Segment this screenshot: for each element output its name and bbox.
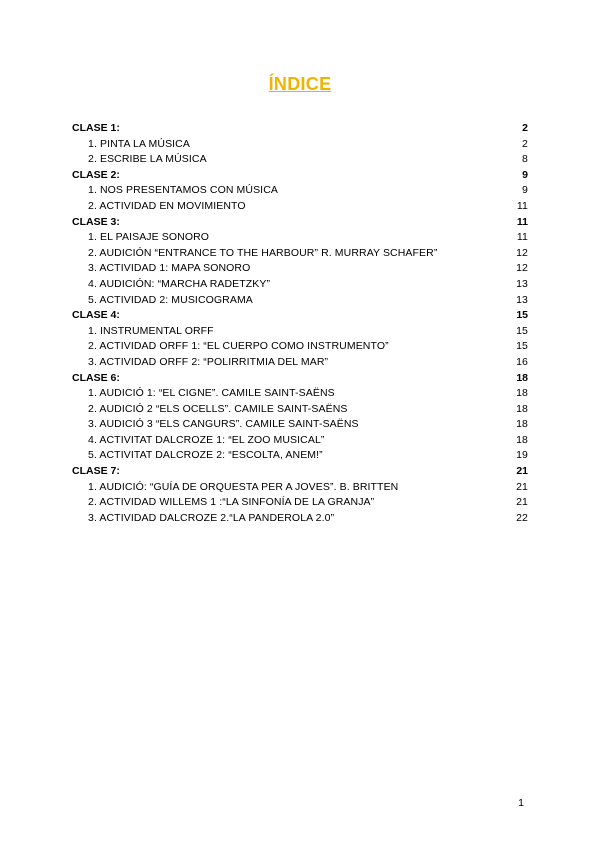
table-of-contents bbox=[72, 121, 528, 526]
toc-item-page: 13 bbox=[516, 277, 528, 290]
toc-item-page: 15 bbox=[516, 324, 528, 337]
toc-item[interactable] bbox=[72, 402, 528, 418]
toc-item-label: 4. AUDICIÓN: “MARCHA RADETZKY” bbox=[88, 277, 271, 290]
toc-item-page: 18 bbox=[516, 402, 528, 415]
toc-item-label: 4. ACTIVITAT DALCROZE 1: “EL ZOO MUSICAL” bbox=[88, 433, 325, 446]
toc-item-page: 8 bbox=[522, 153, 528, 166]
toc-item-page: 11 bbox=[516, 199, 528, 212]
toc-section-label: CLASE 4: bbox=[72, 309, 120, 322]
toc-item-label: 2. AUDICIÓ 2 “ELS OCELLS”. CAMILE SAINT-SAËNS bbox=[88, 402, 348, 415]
toc-section-page: 9 bbox=[522, 168, 528, 181]
toc-item-label: 3. ACTIVIDAD DALCROZE 2.“LA PANDEROLA 2.0” bbox=[88, 511, 335, 524]
toc-item[interactable] bbox=[72, 355, 528, 371]
toc-item-page: 15 bbox=[516, 340, 528, 353]
toc-item-label: 1. INSTRUMENTAL ORFF bbox=[88, 324, 214, 337]
toc-item-page: 18 bbox=[516, 433, 528, 446]
toc-item[interactable] bbox=[72, 246, 528, 262]
toc-item-page: 2 bbox=[522, 137, 528, 150]
toc-item-label: 3. AUDICIÓ 3 “ELS CANGURS”. CAMILE SAINT-SAËNS bbox=[88, 418, 359, 431]
page-number: 1 bbox=[518, 797, 524, 809]
toc-item-label: 2. ACTIVIDAD ORFF 1: “EL CUERPO COMO INSTRUMENTO” bbox=[88, 340, 389, 353]
toc-item[interactable] bbox=[72, 137, 528, 153]
toc-item-label: 3. ACTIVIDAD 1: MAPA SONORO bbox=[88, 262, 251, 275]
toc-item[interactable] bbox=[72, 183, 528, 199]
toc-section-page: 21 bbox=[516, 465, 528, 478]
toc-item-label: 1. AUDICIÓ: “GUÍA DE ORQUESTA PER A JOVES”. B. BRITTEN bbox=[88, 480, 399, 493]
toc-section-label: CLASE 1: bbox=[72, 122, 120, 134]
toc-item[interactable] bbox=[72, 293, 528, 309]
toc-item[interactable] bbox=[72, 480, 528, 496]
toc-item[interactable] bbox=[72, 261, 528, 277]
toc-item-label: 1. NOS PRESENTAMOS CON MÚSICA bbox=[88, 184, 278, 197]
toc-item[interactable] bbox=[72, 433, 528, 449]
toc-section-label: CLASE 2: bbox=[72, 168, 120, 181]
toc-item-page: 21 bbox=[516, 496, 528, 509]
toc-item-page: 18 bbox=[516, 418, 528, 431]
toc-item-label: 1. AUDICIÓ 1: “EL CIGNE”. CAMILE SAINT-SAËNS bbox=[88, 387, 335, 400]
toc-item[interactable] bbox=[72, 277, 528, 293]
toc-item[interactable] bbox=[72, 324, 528, 340]
toc-section[interactable] bbox=[72, 215, 528, 231]
toc-item[interactable] bbox=[72, 386, 528, 402]
toc-item-page: 12 bbox=[516, 262, 528, 275]
toc-section[interactable] bbox=[72, 121, 528, 137]
toc-item-label: 3. ACTIVIDAD ORFF 2: “POLIRRITMIA DEL MAR” bbox=[88, 355, 329, 368]
toc-item-label: 2. ESCRIBE LA MÚSICA bbox=[88, 153, 207, 166]
toc-item-label: 2. ACTIVIDAD WILLEMS 1 :“LA SINFONÍA DE LA GRANJA” bbox=[88, 496, 375, 509]
toc-item-page: 13 bbox=[516, 293, 528, 306]
toc-item[interactable] bbox=[72, 417, 528, 433]
toc-section[interactable] bbox=[72, 371, 528, 387]
toc-section-page: 18 bbox=[516, 371, 528, 384]
toc-item[interactable] bbox=[72, 230, 528, 246]
toc-item[interactable] bbox=[72, 199, 528, 215]
toc-section-label: CLASE 3: bbox=[72, 215, 120, 228]
toc-item[interactable] bbox=[72, 511, 528, 527]
toc-title: ÍNDICE bbox=[268, 74, 332, 94]
toc-section-page: 11 bbox=[516, 215, 528, 228]
toc-item-page: 9 bbox=[522, 184, 528, 197]
toc-item-label: 2. ACTIVIDAD EN MOVIMIENTO bbox=[88, 199, 246, 212]
toc-item-label: 1. PINTA LA MÚSICA bbox=[88, 137, 190, 150]
toc-item-page: 11 bbox=[516, 231, 528, 244]
toc-section-page: 15 bbox=[516, 309, 528, 322]
toc-section-page: 2 bbox=[522, 122, 528, 134]
toc-item-page: 16 bbox=[516, 355, 528, 368]
toc-item-page: 22 bbox=[516, 511, 528, 524]
toc-item-page: 21 bbox=[516, 480, 528, 493]
toc-item-label: 2. AUDICIÓN “ENTRANCE TO THE HARBOUR” R. MURRAY SCHAFER” bbox=[88, 246, 438, 259]
toc-item-label: 5. ACTIVIDAD 2: MUSICOGRAMA bbox=[88, 293, 253, 306]
toc-item[interactable] bbox=[72, 448, 528, 464]
toc-item[interactable] bbox=[72, 495, 528, 511]
toc-item-page: 18 bbox=[516, 387, 528, 400]
toc-item-page: 19 bbox=[516, 449, 528, 462]
toc-section[interactable] bbox=[72, 168, 528, 184]
toc-item-label: 1. EL PAISAJE SONORO bbox=[88, 231, 210, 244]
toc-item-label: 5. ACTIVITAT DALCROZE 2: “ESCOLTA, ANEM!” bbox=[88, 449, 323, 462]
toc-section[interactable] bbox=[72, 308, 528, 324]
toc-item[interactable] bbox=[72, 339, 528, 355]
toc-item[interactable] bbox=[72, 152, 528, 168]
toc-section-label: CLASE 7: bbox=[72, 465, 120, 478]
toc-section-label: CLASE 6: bbox=[72, 371, 120, 384]
toc-item-page: 12 bbox=[516, 246, 528, 259]
toc-section[interactable] bbox=[72, 464, 528, 480]
